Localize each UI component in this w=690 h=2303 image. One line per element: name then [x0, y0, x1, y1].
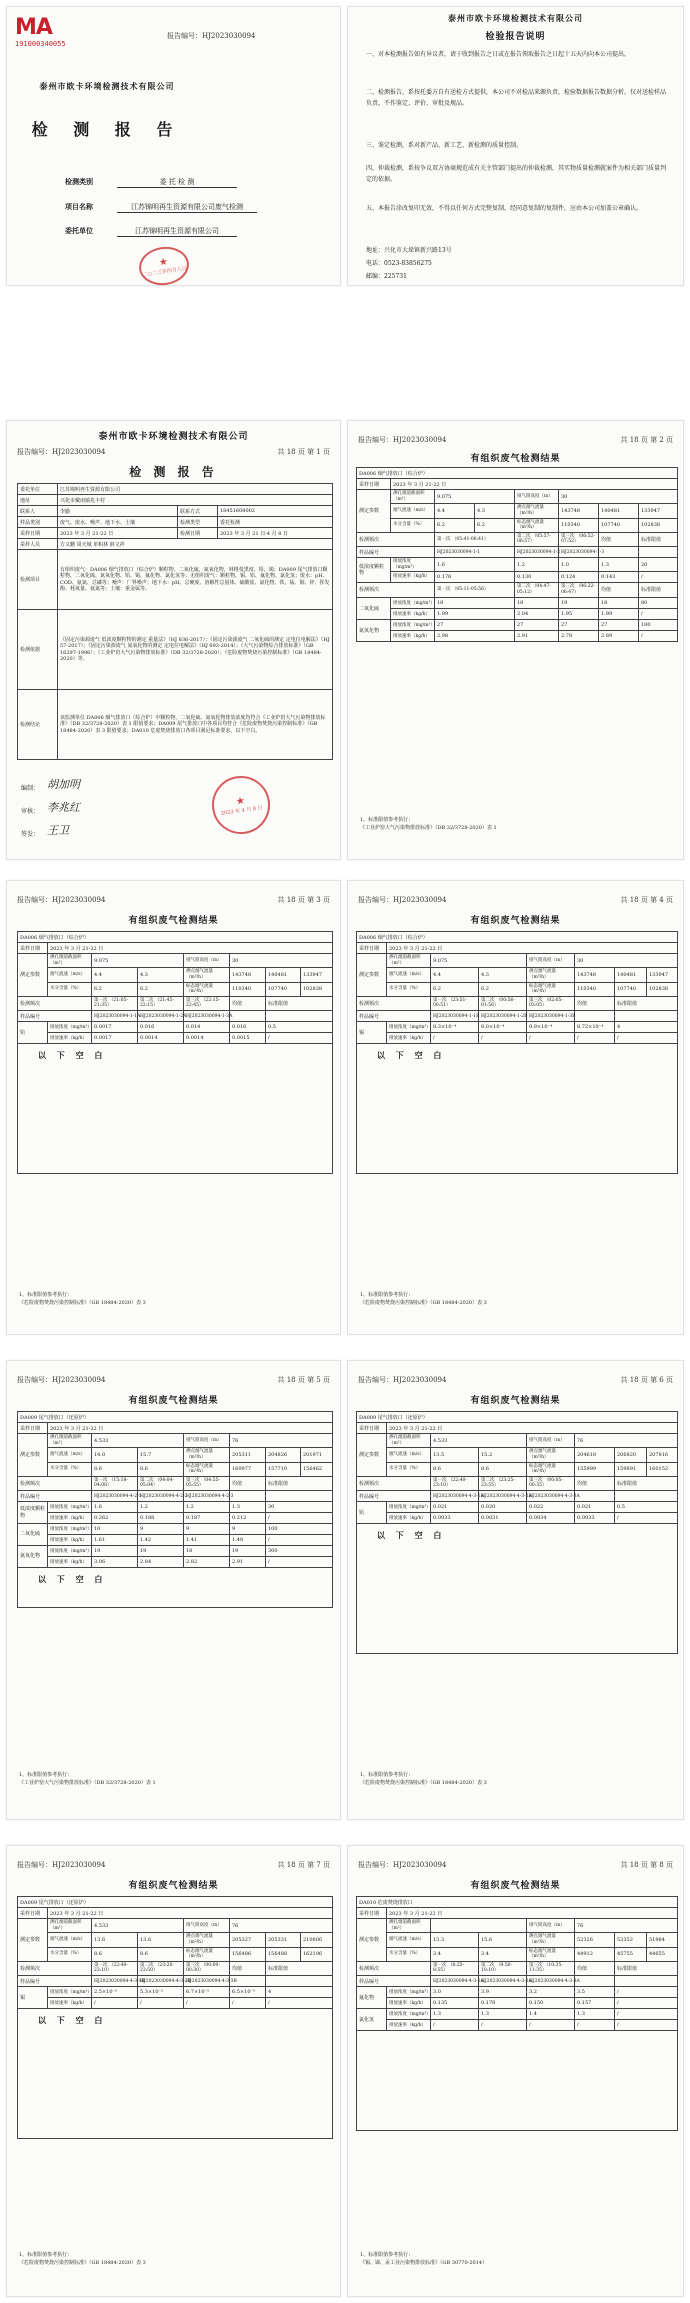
- p7-title: 有组织废气检测结果: [128, 1881, 219, 1891]
- field-label-project: 项目名称: [65, 202, 93, 211]
- p3-title: 有组织废气检测结果: [128, 916, 219, 926]
- p2-page-count: 共 18 页 第 2 页: [620, 436, 673, 444]
- p8-title: 有组织废气检测结果: [470, 1881, 561, 1891]
- summary-page: [6, 420, 341, 860]
- field-label-category: 检测类别: [65, 177, 93, 186]
- p5-table: DA009 尾气排放口（还原炉） 采样日期 2023 年 3 月 21-22 日 测定参数 测孔烟道截面积（m²） 4.533 排气筒高度（m） 76 烟气流速（m/s） 14.0 15.7 测点烟气流量（m³/h） 205311 204826 201971 水分含量（%） 8.6 8.6 标态烟气流量（m³/h） 160977 157710 156462 检测频次 第一次 （15:18-04:08） 第二次 （04:04-05:04） 第三次 （04:55-05:55） 均值 标准限值 样品编号 HJ2023030094-4-2-1 HJ2023030094-4-2-2 HJ2023030094-4-2-3 低浓度颗粒物 排放浓度（mg/m³） 1.6 1.2 1.2 1.3 30 排放速率（kg/h） 0.262 0.188 0.187 0.212 / 二氧化硫 排放浓度（mg/m³） 10 9 9 9 100 排放速率（kg/h） 1.61 1.42 1.41 1.48 / 氮氧化物 排放浓度（mg/m³） 19 19 18 19 300 排放速率（kg/h） 3.06 2.84 2.82 2.91 / 以 下 空 白: [17, 1411, 333, 1608]
- cma-mark: MA: [15, 15, 52, 40]
- cma-logo: [15, 15, 66, 48]
- p7-page-count: 共 18 页 第 7 页: [277, 1861, 330, 1869]
- p6-page-count: 共 18 页 第 6 页: [620, 1376, 673, 1384]
- p3-page-count: 共 18 页 第 3 页: [277, 896, 330, 904]
- p3-table: DA006 烟气排放口（综合炉） 采样日期 2023 年 3 月 21-22 日 测定参数 测孔烟道截面积（m²） 9.075 排气筒高度（m） 30 烟气流速（m/s） 4.4 4.3 测点烟气流量（m³/h） 143748 140481 133947 水分含量（%） 6.2 6.2 标态烟气流量（m³/h） 110340 107740 102838 检测频次 第一次 （21:05-21:35） 第二次 （21:45-22:15） 第三次 （22:15-22:45） 均值 标准限值 样品编号 HJ2023030094-1-1A HJ2023030094-1-2A HJ2023030094-1-3A 铅 排放浓度（mg/m³） 0.0017 0.016 0.014 0.016 0.5 排放速率（kg/h） 0.0017 0.0014 0.0014 0.0015 / 以 下 空 白: [17, 931, 333, 1174]
- sign-label-issue: 签发：: [21, 831, 40, 838]
- p8-notes: 1、标准限值参考执行： 《锡、锑、汞工业污染物排放标准》（GB 30770-2014）: [360, 2252, 488, 2266]
- p2-table: DA006 烟气排放口（综合炉） 采样日期 2023 年 3 月 21-22 日 测定参数 测孔烟道截面积（m²） 9.075 排气筒高度（m） 30 烟气流速（m/s） 4.4 4.3 测点烟气流量（m³/h） 143748 140481 133947 水分含量（%） 6.2 6.2 标态烟气流量（m³/h） 110340 107740 102838 检测频次 第一次 （05:41-06:41） 第二次 （05:57-06:57） 第三次 （06:52-07:52） 均值 标准限值 样品编号 HJ2023030094-1-1 HJ2023030094-1-2 HJ2023030094-1-3 低浓度颗粒物 排放浓度（mg/m³） 1.6 1.2 1.0 1.3 20 排放速率（kg/h） 0.176 0.130 0.124 0.143 / 检测频次 第一次 （05:11-05:56） 第二次 （04:47-05:12） 第三次 （06:22-06:47） 均值 标准限值 二氧化硫 排放浓度（mg/m³） 18 18 19 18 80 排放速率（kg/h） 1.99 2.04 1.95 1.99 / 氮氧化物 排放浓度（mg/m³） 27 27 27 27 180 排放速率（kg/h） 2.98 2.91 2.78 2.89 /: [356, 467, 678, 642]
- instructions-company: 泰州市欧卡环境检测技术有限公司: [448, 13, 583, 23]
- signature-compile: 胡加明: [47, 778, 80, 791]
- p3-blank-marker: 以 下 空 白: [38, 1050, 107, 1060]
- p3-report-no: 报告编号：HJ2023030094: [17, 896, 106, 904]
- result-page-6: [347, 1360, 684, 1820]
- p6-blank-marker: 以 下 空 白: [377, 1530, 446, 1540]
- instructions-page: [347, 6, 684, 286]
- p4-notes: 1、标准限值参考执行： 《危险废物焚烧污染控制标准》（GB 18484-2020）表 3: [360, 1292, 487, 1306]
- p7-blank-marker: 以 下 空 白: [38, 2015, 107, 2025]
- cover-page: [6, 6, 341, 286]
- summary-company: 泰州市欧卡环境检测技术有限公司: [98, 432, 249, 442]
- company-name: 泰州市欧卡环境检测技术有限公司: [39, 81, 175, 91]
- result-page-4: [347, 880, 684, 1335]
- p6-notes: 1、标准限值参考执行： 《危险废物焚烧污染控制标准》（GB 18484-2020）表 3: [360, 1772, 487, 1786]
- p2-report-no: 报告编号：HJ2023030094: [358, 436, 447, 444]
- summary-page-count: 共 18 页 第 1 页: [277, 448, 330, 456]
- p5-page-count: 共 18 页 第 5 页: [277, 1376, 330, 1384]
- instruction-item-3: 三、鉴定检测，系对新产品、新工艺、新检测的质量控制。: [366, 142, 523, 149]
- field-value-category: 委 托 检 测: [117, 177, 237, 188]
- p6-title: 有组织废气检测结果: [470, 1396, 561, 1406]
- p2-notes: 1、标准限值参考执行： 《工业炉窑大气污染物排放标准》（DB 32/3728-2020）表 1: [360, 817, 497, 831]
- report-title: 检 测 报 告: [31, 120, 183, 139]
- field-value-client: 江苏锦明再生资源有限公司: [117, 226, 237, 237]
- summary-report-no: 报告编号：HJ2023030094: [17, 448, 106, 456]
- p4-report-no: 报告编号：HJ2023030094: [358, 896, 447, 904]
- p4-title: 有组织废气检测结果: [470, 916, 561, 926]
- p7-notes: 1、标准限值参考执行： 《危险废物焚烧污染控制标准》（GB 18484-2020）表 3: [19, 2252, 146, 2266]
- p6-report-no: 报告编号：HJ2023030094: [358, 1376, 447, 1384]
- report-number: 报告编号：HJ2023030094: [167, 32, 256, 40]
- summary-table: 委托单位 江苏锦明再生资源有限公司 地址 兴化市戴南镇兆丰村 联系人 李勤 联系方式 18451608002 样品类别 废气、废水、噪声、地下水、土壤 检测类型 委托检测 采样日期 2023 年 3 月 21-22 日 检测日期 2023 年 3 月 21 日-4 月 8 日 采样人员 方义鹏 周天城 单积林 薛文祥 检测项目 有组织废气：DA006 烟气排放口（综合炉）颗粒物、二氧化硫、氮氧化物、林格曼黑度、铅、锡；DA009 尾气排放口颗粒物、二氧化硫、氮氧化物、铅、锡、氟化物、氯化氢等；无组织废气：颗粒物、锡、铅、氟化物、氯化氢；废水：pH、COD、氨氮、总磷等；噪声：厂界噪声；地下水：pH、总硬度、溶解性总固体、硫酸盐、氯化物、铁、锰、铜、锌、挥发酚、耗氧量、氨氮等；土壤：重金属等。 检测依据 《固定污染源废气 低浓度颗粒物的测定 重量法》（HJ 836-2017）；《固定污染源废气 二氧化硫的测定 定电位电解法》（HJ 57-2017）；《固定污染源废气 氮氧化物的测定 定电位电解法》（HJ 693-2014）；《大气污染物综合排放标准》（GB 16297-1996）；《工业炉窑大气污染物排放标准》（DB 32/3728-2020）；《危险废物焚烧污染控制标准》（GB 18484-2020）等。 检测结论 该监测单位 DA006 烟气排放口（综合炉）中颗粒物、二氧化硫、氮氧化物排放浓度均符合《工业炉窑大气污染物排放标准》（DB 32/3728-2020）表 1 限值要求；DA009 尾气排放口中各项目均符合《危险废物焚烧污染控制标准》（GB 18484-2020）表 3 限值要求；DA010 危废焚烧排放口各项目满足标准要求。以下空白。: [17, 483, 333, 760]
- instructions-title: 检验报告说明: [485, 32, 546, 42]
- p7-report-no: 报告编号：HJ2023030094: [17, 1861, 106, 1869]
- p8-table: DA010 危废焚烧排放口 采样日期 2023 年 3 月 21-22 日 测定参数 测孔烟道截面积（m²） 排气筒高度（m） 76 烟气流速（m/s） 13.3 15.6 测点烟气流量（m³/h） 52326 53352 51984 水分含量（%） 3.4 3.4 标态烟气流量（m³/h） 44912 45755 44655 检测频次 第一次 （8:25-8:55） 第二次 （9:50-10:10） 第三次 （10:35-11:35） 均值 标准限值 样品编号 HJ2023030094-4-3-1A HJ2023030094-4-3-2A HJ2023030094-4-3-3A 氟化物 排放浓度（mg/m³） 3.0 3.9 3.2 3.5 / 排放速率（kg/h） 0.135 0.178 0.150 0.157 / 氯化氢 排放浓度（mg/m³） 1.3 1.3 1.4 1.3 / 排放速率（kg/h） / / / / /: [356, 1896, 678, 2131]
- signature-review: 李兆红: [47, 801, 80, 814]
- p5-notes: 1、标准限值参考执行： 《工业炉窑大气污染物排放标准》（DB 32/3728-2020）表 1: [19, 1772, 156, 1786]
- p8-report-no: 报告编号：HJ2023030094: [358, 1861, 447, 1869]
- result-page-5: [6, 1360, 341, 1820]
- summary-title: 检 测 报 告: [129, 465, 218, 479]
- p3-notes: 1、标准限值参考执行： 《危险废物焚烧污染控制标准》（GB 18484-2020）表 3: [19, 1292, 146, 1306]
- p4-blank-marker: 以 下 空 白: [377, 1050, 446, 1060]
- result-page-3: [6, 880, 341, 1335]
- phone-line: 电话：0523-83856275: [366, 260, 432, 267]
- result-page-8: [347, 1845, 684, 2297]
- p2-title: 有组织废气检测结果: [470, 454, 561, 464]
- p5-blank-marker: 以 下 空 白: [38, 1574, 107, 1584]
- address-line: 地址：兴化市大垛镇新兴路13号: [366, 247, 452, 254]
- signature-issue: 王卫: [47, 824, 69, 837]
- p5-title: 有组织废气检测结果: [128, 1396, 219, 1406]
- postcode-line: 邮编：225731: [366, 273, 407, 280]
- result-page-2: [347, 420, 684, 860]
- result-page-7: [6, 1845, 341, 2297]
- cma-code: 191000340055: [15, 40, 66, 48]
- p4-table: DA006 烟气排放口（综合炉） 采样日期 2023 年 3 月 21-22 日 测定参数 测孔烟道截面积（m²） 9.075 排气筒高度（m） 30 烟气流速（m/s） 4.4 4.3 测点烟气流量（m³/h） 143748 140481 133947 水分含量（%） 6.2 6.2 标态烟气流量（m³/h） 110340 107740 102838 检测频次 第一次 （23:51-00:51） 第二次 （00:56-01:56） 第三次 （02:05-03:05） 均值 标准限值 样品编号 HJ2023030094-1-1B HJ2023030094-1-2B HJ2023030094-1-3B 锡 排放浓度（mg/m³） 8.3×10⁻⁴ 8.0×10⁻⁴ 9.9×10⁻⁴ 8.72×10⁻⁴ 4 排放速率（kg/h） / / / / / 以 下 空 白: [356, 931, 678, 1174]
- field-label-client: 委托单位: [65, 226, 93, 235]
- field-value-project: 江苏锦明再生资源有限公司废气检测: [117, 202, 257, 213]
- sign-label-review: 审核：: [21, 808, 40, 815]
- instruction-item-2: 二、检测报告，系按托委方自有送检方式提供，本公司不对检品来源负责，检验数据报告数据分析，仅对送检样品负责，不作鉴定、评价、审批及规品。: [366, 89, 667, 108]
- instruction-item-1: 一、对本检测报告如有异议者，请于收到报告之日或在报告领取报告之日起十五天内向本公司提出。: [366, 51, 631, 58]
- instruction-item-4: 四、仲裁检测，系按争议双方协商规范成有关主管部门提出的仲裁检测，其实物质量检测就案件为相关部门质量判定的依据。: [366, 165, 667, 184]
- official-seal: ★ 二○二三年四月八日: [137, 244, 192, 289]
- sign-label-compile: 编制：: [21, 785, 40, 792]
- summary-seal: ★ 2023 年 4 月 8 日: [208, 772, 274, 838]
- p4-page-count: 共 18 页 第 4 页: [620, 896, 673, 904]
- p5-report-no: 报告编号：HJ2023030094: [17, 1376, 106, 1384]
- p7-table: DA009 尾气排放口（还原炉） 采样日期 2023 年 3 月 21-22 日 测定参数 测孔烟道截面积（m²） 4.533 排气筒高度（m） 76 烟气流速（m/s） 13.6 13.6 测点烟气流量（m³/h） 205327 205331 210806 水分含量（%） 8.6 8.6 标态烟气流量（m³/h） 156486 156488 162196 检测频次 第一次 （22:40-23:10） 第二次 （23:20-23:50） 第三次 （00:00-00:30） 均值 标准限值 样品编号 HJ2023030094-4-3-1B HJ2023030094-4-3-2B HJ2023030094-4-3-3B 锡 排放浓度（mg/m³） 2.5×10⁻⁵ 5.3×10⁻⁵ 6.7×10⁻⁵ 6.5×10⁻⁵ 4 排放速率（kg/h） / / / / / 以 下 空 白: [17, 1896, 333, 2139]
- instruction-item-5: 五、本报告涂改复印无效，不得以任何方式完整复制，经同意复制的复制件，应由本公司加盖公章确认。: [366, 205, 643, 212]
- p6-table: DA009 尾气排放口（还原炉） 采样日期 2023 年 3 月 21-22 日 测定参数 测孔烟道截面积（m²） 4.533 排气筒高度（m） 76 烟气流速（m/s） 13.5 15.2 测点烟气流量（m³/h） 204618 206820 207816 水分含量（%） 8.6 8.6 标态烟气流量（m³/h） 155999 159891 160152 检测频次 第一次 （22:40-23:10） 第二次 （23:25-23:55） 第三次 （00:05-00:35） 均值 标准限值 样品编号 HJ2023030094-4-3-1A HJ2023030094-4-3-2A HJ2023030094-4-3-3A 铅 排放浓度（mg/m³） 0.021 0.020 0.022 0.021 0.5 排放速率（kg/h） 0.0033 0.0031 0.0034 0.0033 / 以 下 空 白: [356, 1411, 678, 1654]
- p8-page-count: 共 18 页 第 8 页: [620, 1861, 673, 1869]
